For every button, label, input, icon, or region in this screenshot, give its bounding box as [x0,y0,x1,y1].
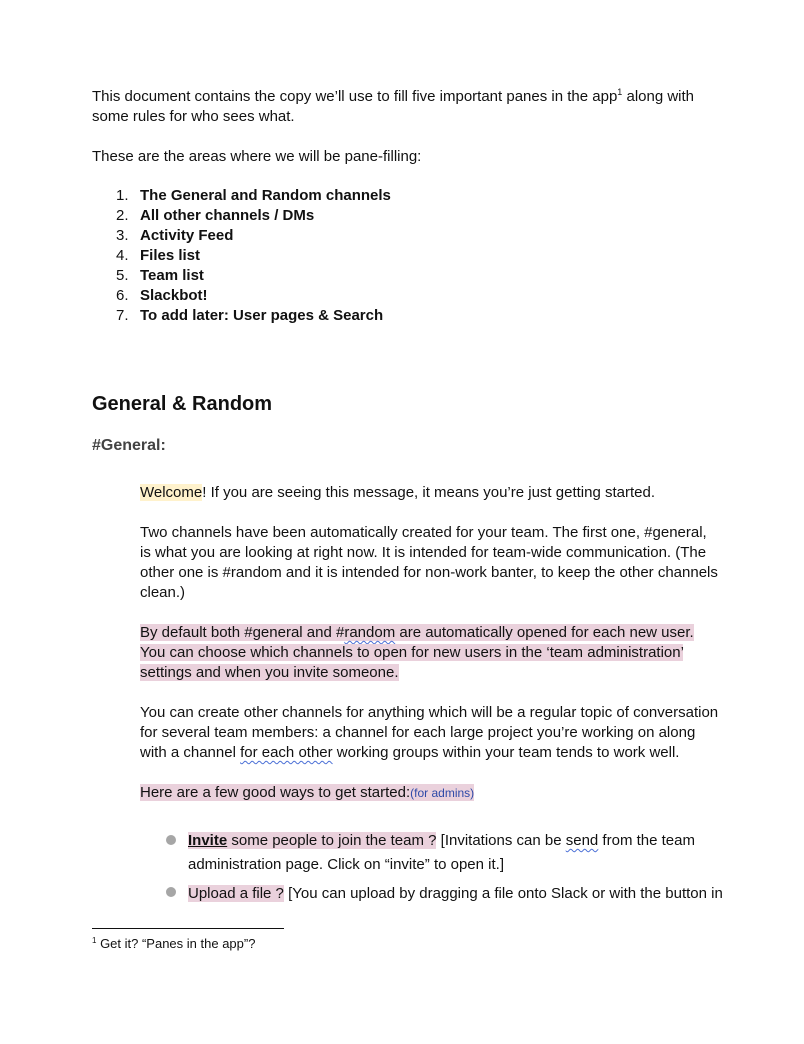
list-number: 7. [116,307,129,324]
list-number: 4. [116,247,129,264]
default-channels-paragraph [140,623,720,683]
list-label: Team list [140,267,204,284]
bullet-dot-icon [166,835,176,845]
invite-link[interactable]: Invite [188,832,228,849]
section-heading: General & Random [92,393,273,415]
bullet-upload [188,882,728,906]
footnote-text: Get it? “Panes in the app”? [96,936,256,951]
welcome-text: ! If you are seeing this message, it means you’re just getting started. [202,484,655,501]
grammar-check-phrase[interactable]: for each other [240,744,333,761]
channels-paragraph: Two channels have been automatically created for your team. The first one, #general, is what you are looking at right now. It is intended for team-wide communication. (The other one is #random and it is intended for non-work banter, to keep the other channels clean.) [140,524,718,601]
default-text-tail: are automatically opened for each new user. You can choose which channels to open for new users in the ‘team administration’ settings and when you invite someone. [140,624,694,681]
spellcheck-word[interactable]: send [565,832,599,849]
footnote-divider [92,928,284,929]
default-text: By default both #general and # [140,624,345,641]
areas-list [116,186,391,326]
footnote [92,935,255,953]
list-label: All other channels / DMs [140,207,315,224]
list-item [116,306,391,326]
create-channels-paragraph [140,703,720,763]
list-number: 2. [116,207,129,224]
upload-note: [You can upload by dragging a file onto Slack or with the button in [283,885,723,902]
upload-highlight: Upload a file ? [188,885,284,902]
list-item [116,286,391,306]
intro-line-2: some rules for who sees what. [92,108,295,125]
footnote-ref[interactable]: 1 [617,87,623,97]
bullet-invite [188,829,728,877]
ways-paragraph [140,783,720,803]
list-item [116,246,391,266]
list-number: 1. [116,187,129,204]
list-item [116,206,391,226]
create-text: You can create other channels for anything which will be a regular topic of conversation for several team members: a channel for each large project you’re working on along with a channel [140,704,719,761]
subsection-heading: #General: [92,437,166,454]
invite-note: [Invitations can be [436,832,566,849]
welcome-paragraph [140,483,720,503]
list-item [116,226,391,246]
list-label: The General and Random channels [140,187,391,204]
list-label: Files list [140,247,201,264]
welcome-highlight: Welcome [140,484,203,501]
footnote-number: 1 [92,936,97,945]
list-label: Slackbot! [140,287,208,304]
create-text-tail: working groups within your team tends to work well. [332,744,680,761]
spellcheck-word[interactable]: random [344,624,396,641]
list-item [116,266,391,286]
list-number: 3. [116,227,129,244]
invite-note-tail: from the team administration page. Click on “invite” to open it.] [188,832,695,873]
list-number: 6. [116,287,129,304]
list-label: To add later: User pages & Search [140,307,384,324]
intro-line-1 [92,87,694,107]
admins-note: (for admins) [410,786,475,800]
list-label: Activity Feed [140,227,234,244]
bullet-dot-icon [166,887,176,897]
intro-text-tail: along with [622,88,695,105]
areas-lead: These are the areas where we will be pane-filling: [92,148,422,165]
invite-highlight: some people to join the team ? [227,832,437,849]
ways-text: Here are a few good ways to get started: [140,784,411,801]
intro-text: This document contains the copy we’ll use to fill five important panes in the app [92,88,618,105]
list-item [116,186,391,206]
list-number: 5. [116,267,129,284]
